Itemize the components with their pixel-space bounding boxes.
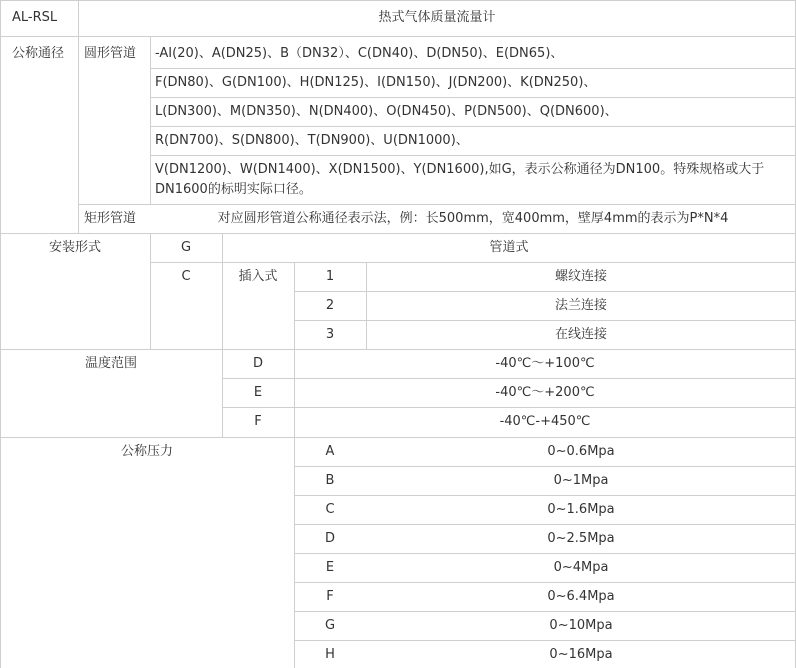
pressure-code: A <box>325 444 335 459</box>
connection-code: 1 <box>325 269 335 284</box>
temperature-label: 温度范围 <box>84 356 137 371</box>
round-pipe-line: V(DN1200)、W(DN1400)、X(DN1500)、Y(DN1600),如G，表示公称通径为DN100。特殊规格或大于DN1600的标明实际口径。 <box>155 162 765 197</box>
product-title: 热式气体质量流量计 <box>378 10 496 25</box>
connection-desc: 螺纹连接 <box>554 269 607 284</box>
round-pipe-label: 圆形管道 <box>84 46 137 61</box>
round-pipe-line: -AI(20)、A(DN25)、B（DN32）、C(DN40)、D(DN50)、E(DN65)、 <box>155 46 564 61</box>
grid-line <box>294 495 796 496</box>
installation-desc-pipe: 管道式 <box>489 240 529 255</box>
product-code: AL-RSL <box>12 10 58 25</box>
pressure-code: C <box>325 502 335 517</box>
connection-code: 3 <box>325 327 335 342</box>
grid-line <box>294 524 796 525</box>
pressure-range: 0~0.6Mpa <box>547 444 615 459</box>
grid-line <box>78 0 79 233</box>
grid-line <box>294 262 295 668</box>
grid-line <box>0 0 1 668</box>
installation-code-g: G <box>180 240 192 255</box>
grid-line <box>294 320 796 321</box>
pressure-code: D <box>324 531 335 546</box>
rect-pipe-label: 矩形管道 <box>84 211 137 226</box>
temperature-code: E <box>253 385 263 400</box>
grid-line <box>294 640 796 641</box>
pressure-code: F <box>326 589 334 604</box>
pressure-code: E <box>325 560 335 575</box>
grid-line <box>294 466 796 467</box>
pressure-code: H <box>325 647 335 662</box>
grid-line <box>78 204 796 205</box>
connection-desc: 法兰连接 <box>554 298 607 313</box>
temperature-code: D <box>252 356 263 371</box>
temperature-range: -40℃～+200℃ <box>495 385 595 400</box>
grid-line <box>150 155 796 156</box>
pressure-label: 公称压力 <box>120 444 173 459</box>
grid-line <box>150 126 796 127</box>
grid-line <box>294 611 796 612</box>
grid-line <box>0 36 796 37</box>
grid-line <box>0 437 796 438</box>
pressure-range: 0~4Mpa <box>553 560 609 575</box>
grid-line <box>222 233 223 437</box>
grid-line <box>294 553 796 554</box>
rect-pipe-text: 对应圆形管道公称通径表示法，例：长500mm，宽400mm，壁厚4mm的表示为P*N*4 <box>217 211 729 226</box>
pressure-code: B <box>325 473 335 488</box>
pressure-range: 0~2.5Mpa <box>547 531 615 546</box>
grid-line <box>150 68 796 69</box>
pressure-range: 0~16Mpa <box>549 647 613 662</box>
grid-line <box>150 36 151 204</box>
round-pipe-line: L(DN300)、M(DN350)、N(DN400)、O(DN450)、P(DN500)、Q(DN600)、 <box>155 104 618 119</box>
grid-line <box>294 582 796 583</box>
installation-desc-insertion: 插入式 <box>238 269 278 284</box>
grid-line <box>150 262 796 263</box>
installation-label: 安装形式 <box>48 240 101 255</box>
grid-line <box>222 378 796 379</box>
grid-line <box>0 233 796 234</box>
pressure-range: 0~6.4Mpa <box>547 589 615 604</box>
connection-code: 2 <box>325 298 335 313</box>
grid-line <box>150 97 796 98</box>
round-pipe-line: R(DN700)、S(DN800)、T(DN900)、U(DN1000)、 <box>155 133 469 148</box>
pressure-range: 0~1Mpa <box>553 473 609 488</box>
pressure-range: 0~10Mpa <box>549 618 613 633</box>
grid-line <box>0 349 796 350</box>
grid-line <box>0 0 796 1</box>
temperature-code: F <box>254 414 262 429</box>
grid-line <box>222 407 796 408</box>
round-pipe-line: F(DN80)、G(DN100)、H(DN125)、I(DN150)、J(DN200)、K(DN250)、 <box>155 75 597 90</box>
installation-code-c: C <box>181 269 191 284</box>
grid-line <box>294 291 796 292</box>
pressure-code: G <box>324 618 336 633</box>
nominal-diameter-label: 公称通径 <box>12 46 65 61</box>
connection-desc: 在线连接 <box>554 327 607 342</box>
pressure-range: 0~1.6Mpa <box>547 502 615 517</box>
temperature-range: -40℃-+450℃ <box>499 414 591 429</box>
temperature-range: -40℃～+100℃ <box>495 356 595 371</box>
